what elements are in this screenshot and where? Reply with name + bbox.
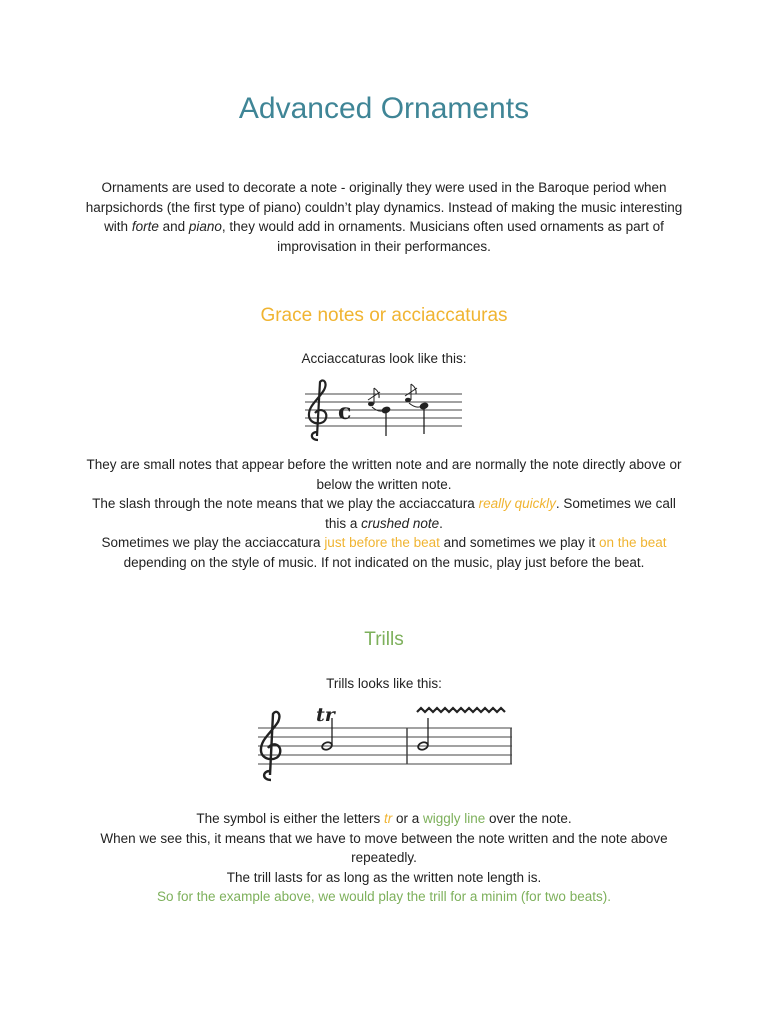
description-text: . Sometimes we call this a (325, 496, 676, 531)
really-quickly-highlight: really quickly (478, 496, 556, 511)
description-text: Sometimes we play the acciaccatura (101, 535, 325, 550)
description-text: . (439, 515, 443, 531)
trills-heading: Trills (364, 629, 404, 650)
common-time-icon: c (338, 399, 352, 425)
acciaccatura-label: Acciaccaturas look like this: (301, 351, 467, 366)
intro-text: and (158, 219, 189, 234)
tr-symbol: tr (316, 704, 335, 726)
description-text: The slash through the note means that we play the acciaccatura (92, 496, 479, 511)
description-line: When we see this, it means that we have to move between the note written and the note above repeatedly. (100, 830, 668, 865)
description-text: and sometimes we play it (439, 535, 599, 550)
trill-wavy-line-icon (417, 708, 505, 712)
description-text: over the note. (485, 811, 572, 826)
acciaccatura-icon (368, 388, 391, 436)
page-title: Advanced Ornaments (238, 92, 530, 125)
intro-paragraph (84, 178, 684, 256)
piano-term: piano (188, 219, 222, 234)
acciaccatura-staff-image (300, 376, 470, 448)
trills-description (84, 809, 684, 907)
crushed-note-term: crushed note (361, 515, 440, 531)
forte-term: forte (131, 219, 159, 234)
wiggly-line-highlight: wiggly line (423, 811, 486, 826)
description-text: or a (392, 811, 423, 826)
intro-text: Ornaments are used to decorate a note - originally they were used in the Baroque period when harpsichords (the first type of piano) couldn’t play dynamics. Instead of making the music interesting with (85, 180, 683, 234)
acciaccatura-description (84, 455, 684, 572)
description-text: The symbol is either the letters (196, 811, 384, 826)
description-line: They are small notes that appear before the written note and are normally the note directly above or below the written note. (86, 457, 682, 492)
trill-staff-image (252, 700, 518, 786)
on-beat-highlight: on the beat (598, 535, 667, 550)
intro-text: , they would add in ornaments. Musicians often used ornaments as part of improvisation in their performances. (221, 219, 664, 254)
before-beat-highlight: just before the beat (324, 535, 440, 550)
tr-highlight: tr (383, 811, 393, 826)
grace-heading: Grace notes or acciaccaturas (260, 305, 508, 326)
description-line: The trill lasts for as long as the written note length is. (226, 869, 542, 885)
trills-label: Trills looks like this: (326, 676, 442, 691)
description-text: depending on the style of music. If not indicated on the music, play just before the beat. (123, 554, 645, 570)
example-note: So for the example above, we would play the trill for a minim (for two beats). (157, 889, 611, 904)
